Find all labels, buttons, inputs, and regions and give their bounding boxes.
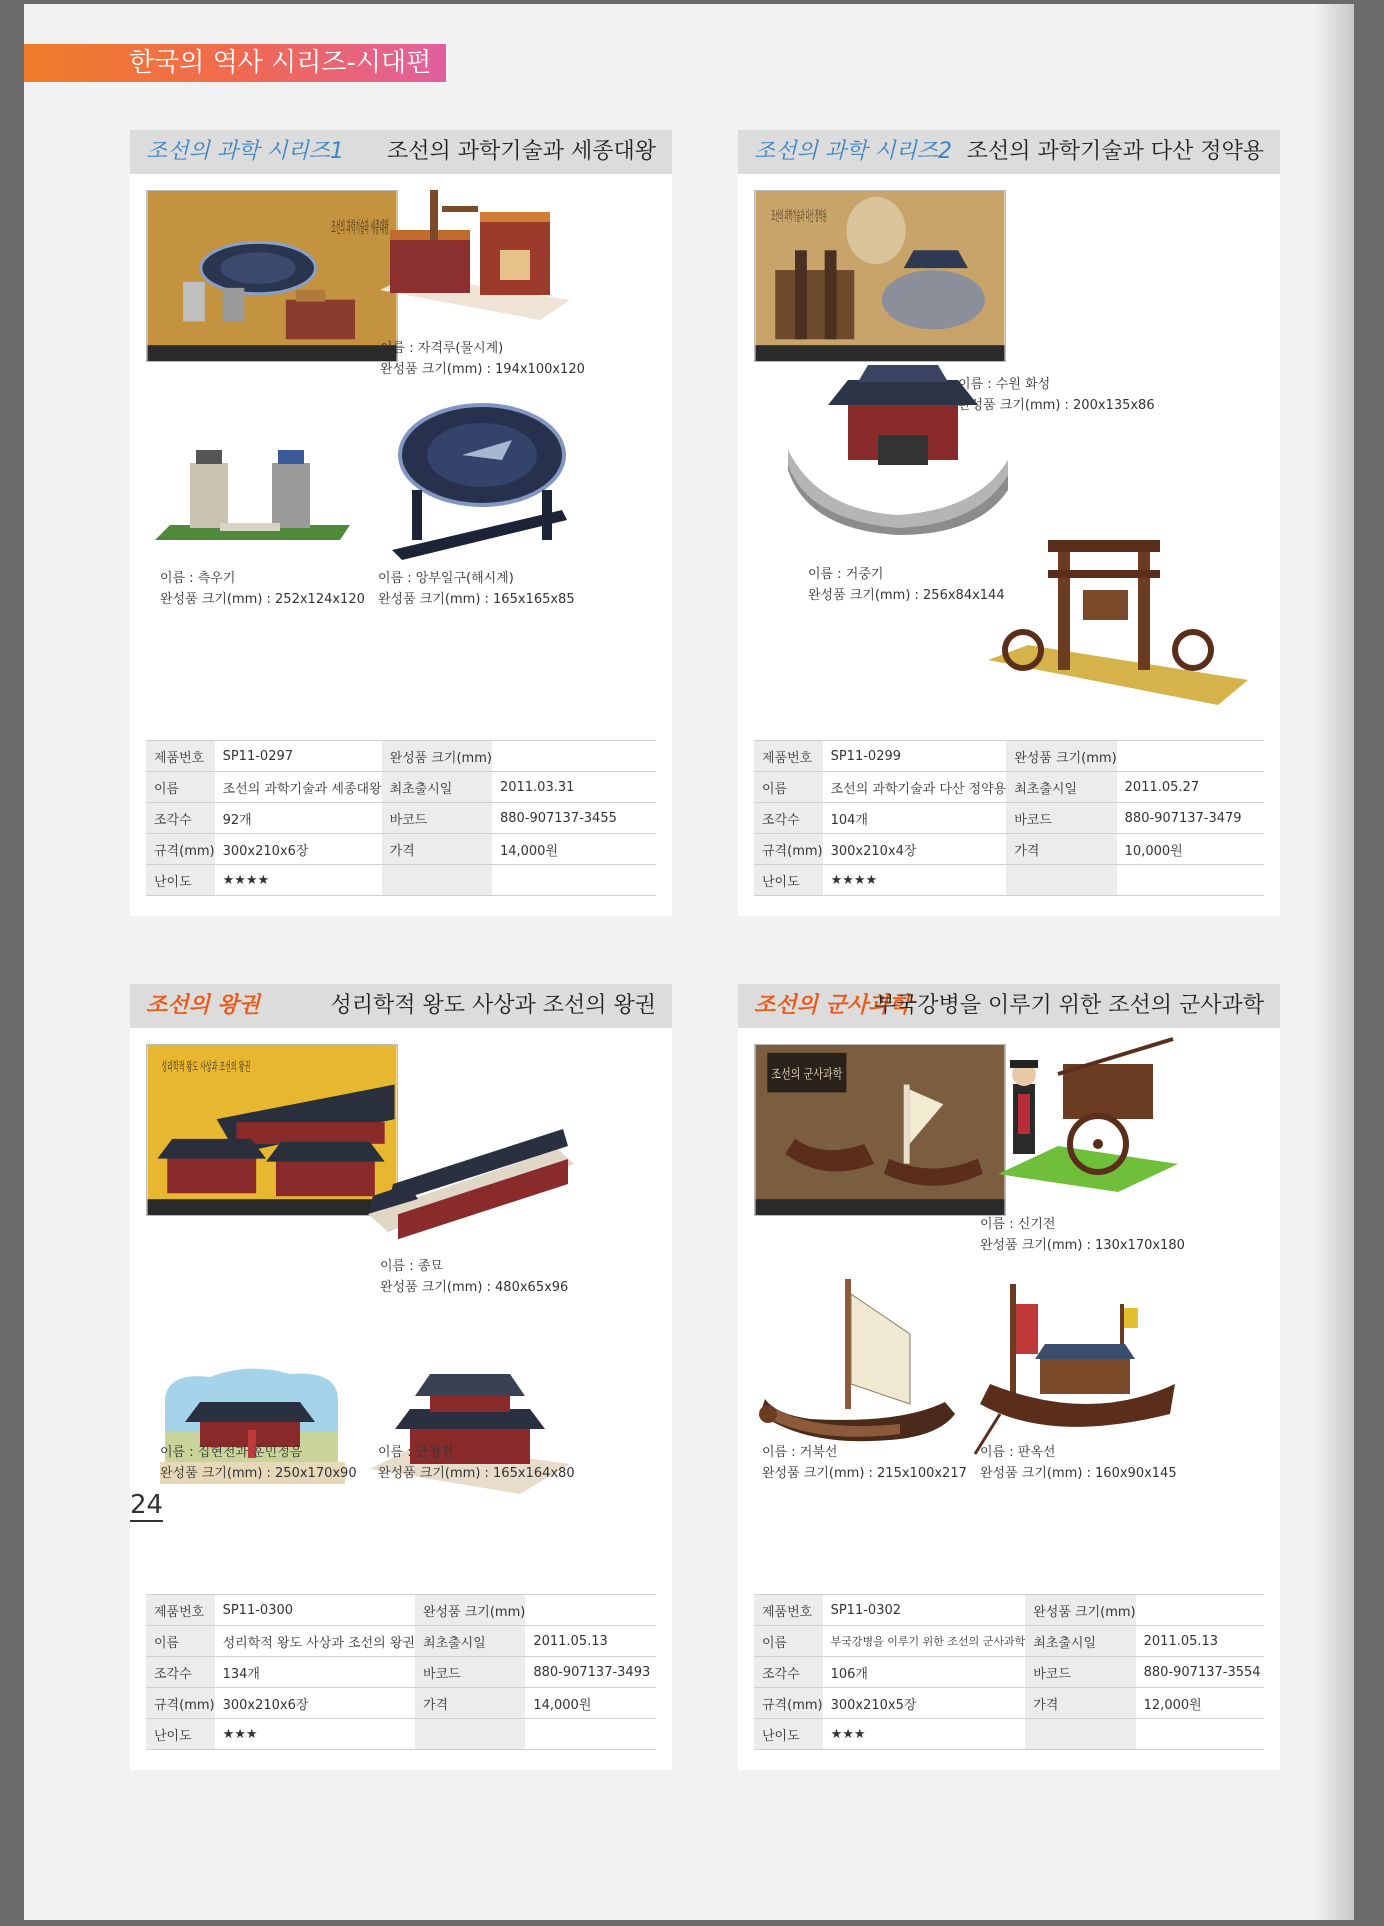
difficulty-stars: ★★★ <box>215 1719 415 1750</box>
table-row <box>146 1626 656 1657</box>
product-card-sp11-0300 <box>130 984 672 1770</box>
model-caption: 이름 : 신기전 완성품 크기(mm) : 130x170x180 <box>980 1217 1185 1253</box>
table-row <box>754 1688 1264 1719</box>
label: 완성품 크기(mm) <box>1025 1595 1135 1626</box>
value: 880-907137-3479 <box>1117 803 1264 834</box>
label: 바코드 <box>1006 803 1116 834</box>
label: 조각수 <box>754 803 823 834</box>
product-card-sp11-0302 <box>738 984 1280 1770</box>
model-image-jagyeokru <box>370 180 570 330</box>
card-title: 성리학적 왕도 사상과 조선의 왕권 <box>330 993 656 1018</box>
model-caption: 이름 : 거북선 완성품 크기(mm) : 215x100x217 <box>762 1445 967 1481</box>
box-art-title: 조선의 군사과학 <box>771 1067 863 1083</box>
product-box-image <box>146 1044 398 1216</box>
table-row <box>146 1595 656 1626</box>
table-row <box>754 772 1264 803</box>
value: 부국강병을 이루기 위한 조선의 군사과학 <box>823 1626 1026 1657</box>
label: 완성품 크기(mm) <box>1006 741 1116 772</box>
value: 10,000원 <box>1117 834 1264 865</box>
label: 제품번호 <box>146 1595 215 1626</box>
label: 가격 <box>1025 1688 1135 1719</box>
value: 300x210x4장 <box>823 834 1007 865</box>
card-header <box>738 130 1280 174</box>
value: 조선의 과학기술과 다산 정약용 <box>823 772 1007 803</box>
table-row <box>146 834 656 865</box>
value: SP11-0297 <box>215 741 382 772</box>
label: 최초출시일 <box>415 1626 525 1657</box>
label: 완성품 크기(mm) <box>415 1595 525 1626</box>
value: 2011.05.13 <box>525 1626 656 1657</box>
value: 2011.05.13 <box>1136 1626 1264 1657</box>
spec-table <box>146 740 656 896</box>
value: 2011.05.27 <box>1117 772 1264 803</box>
label: 가격 <box>382 834 492 865</box>
label: 제품번호 <box>146 741 215 772</box>
label: 규격(mm) <box>146 834 215 865</box>
value: SP11-0302 <box>823 1595 1026 1626</box>
table-row <box>146 1719 656 1750</box>
card-title: 조선의 과학기술과 다산 정약용 <box>966 139 1264 164</box>
label: 바코드 <box>382 803 492 834</box>
label: 난이도 <box>754 1719 823 1750</box>
value: 92개 <box>215 803 382 834</box>
card-header <box>738 984 1280 1028</box>
page-number: 24 <box>130 1490 164 1520</box>
difficulty-stars: ★★★ <box>823 1719 1026 1750</box>
label: 조각수 <box>146 803 215 834</box>
label: 완성품 크기(mm) <box>382 741 492 772</box>
product-box-image <box>754 1044 1006 1216</box>
box-art-title: 조선의 과학기술과 세종대왕 <box>331 217 389 237</box>
value: 14,000원 <box>525 1688 656 1719</box>
series-name: 조선의 왕권 <box>146 993 260 1018</box>
label: 조각수 <box>146 1657 215 1688</box>
label: 난이도 <box>754 865 823 896</box>
label: 바코드 <box>1025 1657 1135 1688</box>
value: 300x210x5장 <box>823 1688 1026 1719</box>
product-box-image <box>754 190 1006 362</box>
model-caption: 이름 : 판옥선 완성품 크기(mm) : 160x90x145 <box>980 1445 1177 1481</box>
label: 제품번호 <box>754 741 823 772</box>
value: SP11-0300 <box>215 1595 415 1626</box>
page-edge-shadow <box>1314 4 1354 1920</box>
value: 134개 <box>215 1657 415 1688</box>
label: 최초출시일 <box>1006 772 1116 803</box>
table-row <box>754 1626 1264 1657</box>
label: 난이도 <box>146 865 215 896</box>
table-row <box>754 1595 1264 1626</box>
series-banner: 한국의 역사 시리즈-시대편 <box>24 44 446 82</box>
model-caption: 이름 : 수원 화성 완성품 크기(mm) : 200x135x86 <box>958 377 1155 413</box>
label: 바코드 <box>415 1657 525 1688</box>
model-caption: 이름 : 자격루(물시계) 완성품 크기(mm) : 194x100x120 <box>380 341 585 377</box>
value: 880-907137-3554 <box>1136 1657 1264 1688</box>
catalog-page <box>24 4 1354 1920</box>
table-row <box>754 741 1264 772</box>
series-name: 조선의 군사과학 <box>754 993 911 1018</box>
value: SP11-0299 <box>823 741 1007 772</box>
model-caption: 이름 : 집현전과 훈민정음 완성품 크기(mm) : 250x170x90 <box>160 1445 357 1481</box>
box-art-title <box>771 208 827 225</box>
table-row <box>146 1657 656 1688</box>
table-row <box>146 865 656 896</box>
model-image-singijeon <box>988 1034 1178 1194</box>
label: 이름 <box>146 772 215 803</box>
label: 제품번호 <box>754 1595 823 1626</box>
table-row <box>754 803 1264 834</box>
model-caption: 이름 : 앙부일구(해시계) 완성품 크기(mm) : 165x165x85 <box>378 571 575 607</box>
product-box-image <box>146 190 398 362</box>
product-card-sp11-0299 <box>738 130 1280 916</box>
label: 난이도 <box>146 1719 215 1750</box>
label: 가격 <box>415 1688 525 1719</box>
table-row <box>146 1688 656 1719</box>
table-row <box>754 1719 1264 1750</box>
label: 규격(mm) <box>754 834 823 865</box>
difficulty-stars: ★★★★ <box>823 865 1007 896</box>
card-header <box>130 130 672 174</box>
table-row <box>146 772 656 803</box>
value: 14,000원 <box>492 834 656 865</box>
spec-table <box>754 1594 1264 1750</box>
difficulty-stars: ★★★★ <box>215 865 382 896</box>
model-image-jongmyo <box>368 1124 574 1234</box>
table-row <box>146 741 656 772</box>
series-name: 조선의 과학 시리즈1 <box>146 139 344 164</box>
value: 성리학적 왕도 사상과 조선의 왕권 <box>215 1626 415 1657</box>
label: 가격 <box>1006 834 1116 865</box>
table-row <box>754 834 1264 865</box>
model-image-angbuilgu <box>382 400 572 560</box>
card-title: 조선의 과학기술과 세종대왕 <box>386 139 656 164</box>
label: 이름 <box>754 772 823 803</box>
label: 이름 <box>754 1626 823 1657</box>
model-caption: 이름 : 거중기 완성품 크기(mm) : 256x84x144 <box>808 567 1005 603</box>
card-header <box>130 984 672 1028</box>
card-title: 부국강병을 이루기 위한 조선의 군사과학 <box>874 993 1264 1018</box>
model-caption: 이름 : 측우기 완성품 크기(mm) : 252x124x120 <box>160 571 365 607</box>
value: 300x210x6장 <box>215 1688 415 1719</box>
label: 조각수 <box>754 1657 823 1688</box>
table-row <box>754 865 1264 896</box>
model-caption: 이름 : 종묘 완성품 크기(mm) : 480x65x96 <box>380 1259 569 1295</box>
label: 이름 <box>146 1626 215 1657</box>
value: 880-907137-3455 <box>492 803 656 834</box>
label: 최초출시일 <box>1025 1626 1135 1657</box>
label: 규격(mm) <box>754 1688 823 1719</box>
table-row <box>754 1657 1264 1688</box>
value: 2011.03.31 <box>492 772 656 803</box>
spec-table <box>754 740 1264 896</box>
series-name: 조선의 과학 시리즈2 <box>754 139 952 164</box>
value: 106개 <box>823 1657 1026 1688</box>
product-card-sp11-0297 <box>130 130 672 916</box>
value: 조선의 과학기술과 세종대왕 <box>215 772 382 803</box>
model-caption: 이름 : 근정전 완성품 크기(mm) : 165x164x80 <box>378 1445 575 1481</box>
label: 규격(mm) <box>146 1688 215 1719</box>
value: 880-907137-3493 <box>525 1657 656 1688</box>
label: 최초출시일 <box>382 772 492 803</box>
spec-table <box>146 1594 656 1750</box>
value: 300x210x6장 <box>215 834 382 865</box>
value: 12,000원 <box>1136 1688 1264 1719</box>
model-image-cheugugi <box>150 445 350 555</box>
model-image-geojunggi <box>988 530 1248 710</box>
box-art-title: 성리학적 왕도 사상과 조선의 왕권 <box>161 1059 251 1074</box>
value: 104개 <box>823 803 1007 834</box>
table-row <box>146 803 656 834</box>
